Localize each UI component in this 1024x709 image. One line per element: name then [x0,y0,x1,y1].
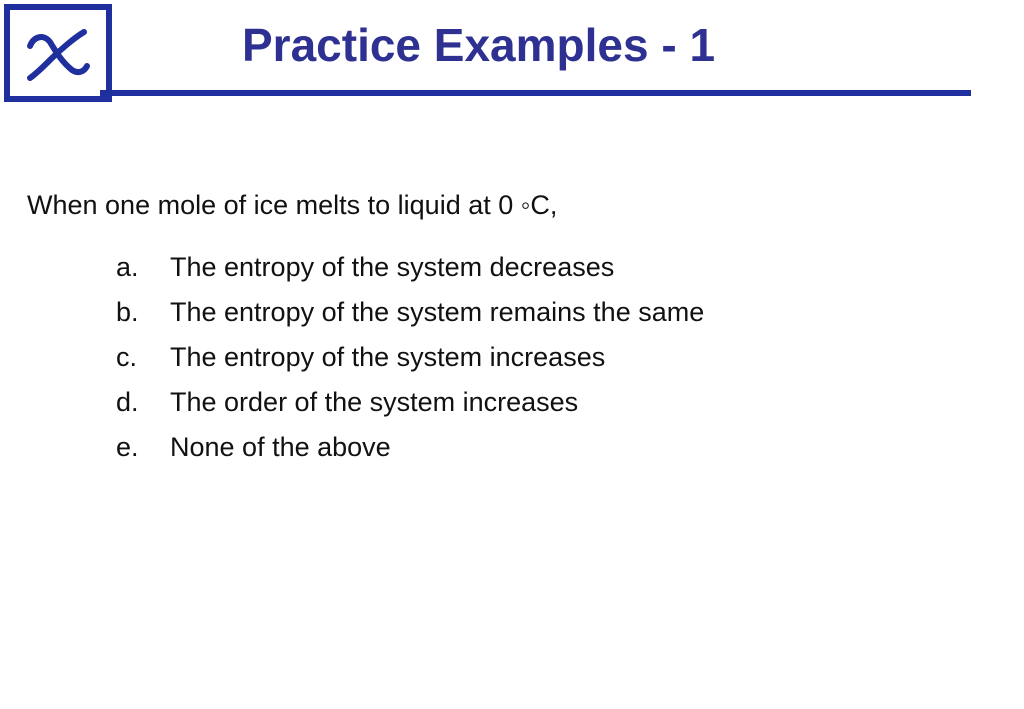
answer-option-b [116,295,704,340]
chi-symbol-icon [24,26,92,82]
option-text: The entropy of the system remains the same [170,297,705,327]
option-text: The entropy of the system decreases [170,252,615,282]
answer-option-e [116,430,704,475]
option-text: The order of the system increases [170,387,579,417]
option-letter: d. [116,387,139,417]
option-text: None of the above [170,432,391,462]
question-text: When one mole of ice melts to liquid at 0 ◦C, [27,190,558,220]
logo [4,4,112,102]
option-letter: a. [116,252,139,282]
answer-option-c [116,340,704,385]
option-letter: c. [116,342,138,372]
option-letter: b. [116,297,139,327]
option-text: The entropy of the system increases [170,342,606,372]
answer-option-a [116,250,704,295]
answer-options-list [116,250,704,475]
title-underline [100,90,971,96]
page-title: Practice Examples - 1 [242,19,716,71]
answer-option-d [116,385,704,430]
option-letter: e. [116,432,139,462]
